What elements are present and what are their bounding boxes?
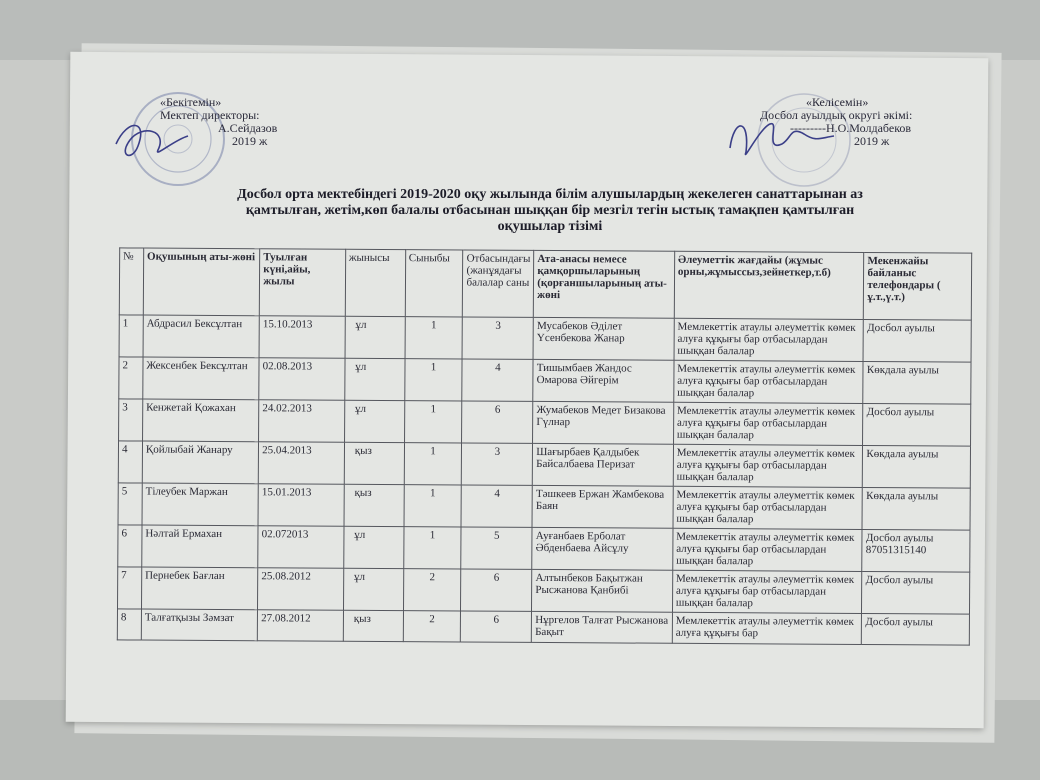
cell-social-status: Мемлекеттік атаулы әлеуметтік көмек алуға құқығы бар отбасылардан шыққан балалар xyxy=(674,360,864,403)
table-row xyxy=(118,567,970,614)
cell-sex: қыз xyxy=(343,610,403,641)
table-row xyxy=(118,525,970,572)
cell-address: Көкдала ауылы xyxy=(862,487,970,530)
cell-row-number: 4 xyxy=(118,441,142,483)
header-number: № xyxy=(119,248,143,315)
cell-grade: 1 xyxy=(404,359,462,401)
cell-address: Досбол ауылы xyxy=(863,403,971,446)
cell-social-status: Мемлекеттік атаулы әлеуметтік көмек алуға құқығы бар отбасылардан шыққан балалар xyxy=(672,570,862,613)
cell-address: Досбол ауылы xyxy=(862,613,970,645)
title-line3: оқушылар тізімі xyxy=(497,219,603,234)
header-parents: Ата-анасы немесе қамқоршыларының (қорғаншыларының аты-жөні xyxy=(534,250,675,318)
cell-grade: 1 xyxy=(405,317,463,359)
table-row xyxy=(119,357,971,404)
cell-grade: 1 xyxy=(404,485,462,527)
approval-block-left xyxy=(160,96,310,148)
cell-birth-date: 25.08.2012 xyxy=(258,568,344,611)
cell-birth-date: 24.02.2013 xyxy=(259,400,345,443)
cell-social-status: Мемлекеттік атаулы әлеуметтік көмек алуға құқығы бар отбасылардан шыққан балалар xyxy=(674,318,864,361)
cell-birth-date: 25.04.2013 xyxy=(258,442,344,485)
cell-birth-date: 27.08.2012 xyxy=(258,610,344,642)
document-title xyxy=(160,187,940,235)
approval-block-right xyxy=(760,96,960,148)
header-student-name: Оқушының аты-жөні xyxy=(143,248,260,316)
cell-parents: Мусабеков Әділет Үсенбекова Жанар xyxy=(533,317,674,360)
cell-student-name: Жексенбек Бексұлтан xyxy=(143,357,260,400)
cell-children-count: 4 xyxy=(462,359,533,401)
table-row xyxy=(118,483,970,530)
cell-social-status: Мемлекеттік атаулы әлеуметтік көмек алуға құқығы бар отбасылардан шыққан балалар xyxy=(673,528,863,571)
header-birth-date: Туылған күні,айы, жылы xyxy=(259,249,345,317)
cell-children-count: 6 xyxy=(461,569,532,611)
cell-row-number: 7 xyxy=(118,567,142,609)
table-row xyxy=(117,609,969,645)
cell-row-number: 5 xyxy=(118,483,142,525)
cell-parents: Нұргелов Талғат Рысжанова Бақыт xyxy=(532,611,673,643)
cell-sex: ұл xyxy=(345,316,405,358)
title-line2: қамтылған, жетім,көп балалы отбасынан шыққан бір мезгіл тегін ыстық тамақпен қамтылған xyxy=(245,203,855,218)
cell-row-number: 6 xyxy=(118,525,142,567)
cell-parents: Тишымбаев Жандос Омарова Әйгерім xyxy=(533,359,674,402)
cell-social-status: Мемлекеттік атаулы әлеуметтік көмек алуға құқығы бар отбасылардан шыққан балалар xyxy=(673,444,863,487)
approval-left-line3: А.Сейдазов xyxy=(218,121,278,135)
cell-student-name: Тілеубек Маржан xyxy=(142,483,259,526)
header-address-phone: Мекенжайы байланыс телефондары ( ұ.т.,ү.т.) xyxy=(864,252,972,320)
approval-right-line2: Досбол ауылдық округі әкімі: xyxy=(760,108,913,122)
table-header-row xyxy=(119,248,971,320)
cell-sex: қыз xyxy=(344,484,404,526)
cell-birth-date: 02.08.2013 xyxy=(259,358,345,401)
header-social-status: Әлеуметтік жағдайы (жұмыс орны,жұмыссыз,зейнеткер,т.б) xyxy=(674,251,864,319)
cell-student-name: Абдрасил Бексұлтан xyxy=(143,315,260,358)
cell-parents: Алтынбеков Бақытжан Рысжанова Қанбибі xyxy=(532,569,673,612)
cell-sex: ұл xyxy=(345,358,405,400)
cell-parents: Шағырбаев Қалдыбек Байсалбаева Перизат xyxy=(533,443,674,486)
cell-children-count: 5 xyxy=(461,527,532,569)
cell-sex: ұл xyxy=(344,400,404,442)
cell-sex: ұл xyxy=(344,526,404,568)
cell-sex: ұл xyxy=(343,568,403,610)
approval-left-line1: «Бекітемін» xyxy=(160,95,222,109)
table-row xyxy=(118,441,970,488)
approval-right-line3: ---------Н.О.Молдабеков xyxy=(790,121,912,135)
cell-parents: Жумабеков Медет Бизакова Гүлнар xyxy=(533,401,674,444)
approval-right-line4: 2019 ж xyxy=(854,134,890,148)
cell-row-number: 1 xyxy=(119,315,143,357)
cell-address: Досбол ауылы 87051315140 xyxy=(862,529,970,572)
cell-grade: 2 xyxy=(403,569,461,611)
approval-left-line4: 2019 ж xyxy=(232,134,268,148)
cell-grade: 1 xyxy=(404,401,462,443)
cell-row-number: 3 xyxy=(119,399,143,441)
cell-address: Көкдала ауылы xyxy=(863,361,971,404)
cell-children-count: 3 xyxy=(463,317,534,359)
cell-social-status: Мемлекеттік атаулы әлеуметтік көмек алуға құқығы бар xyxy=(672,612,862,644)
approval-left-line2: Мектеп директоры: xyxy=(160,108,260,122)
cell-row-number: 2 xyxy=(119,357,143,399)
table-row xyxy=(119,315,971,362)
cell-birth-date: 15.10.2013 xyxy=(259,316,345,359)
cell-student-name: Талғатқызы Зәмзат xyxy=(141,609,257,641)
cell-address: Досбол ауылы xyxy=(862,571,970,614)
cell-children-count: 6 xyxy=(461,611,532,642)
cell-sex: қыз xyxy=(344,442,404,484)
cell-address: Досбол ауылы xyxy=(863,319,971,362)
cell-student-name: Нәлтай Ермахан xyxy=(142,525,259,568)
cell-parents: Ауғанбаев Ерболат Әбденбаева Айсұлу xyxy=(532,527,673,570)
cell-student-name: Пернебек Бағлан xyxy=(141,567,258,610)
cell-social-status: Мемлекеттік атаулы әлеуметтік көмек алуға құқығы бар отбасылардан шыққан балалар xyxy=(673,486,863,529)
title-line1: Досбол орта мектебіндегі 2019-2020 оқу жылында білім алушылардың жекелеген санаттарынан аз xyxy=(237,187,863,202)
cell-birth-date: 02.072013 xyxy=(258,526,344,569)
cell-row-number: 8 xyxy=(117,609,141,640)
cell-grade: 1 xyxy=(403,527,461,569)
header-children-count: Отбасындағы (жанұядағы балалар саны xyxy=(463,250,534,317)
cell-address: Көкдала ауылы xyxy=(863,445,971,488)
students-table xyxy=(117,247,972,645)
table-row xyxy=(119,399,971,446)
cell-children-count: 6 xyxy=(462,401,533,443)
cell-children-count: 4 xyxy=(461,485,532,527)
cell-birth-date: 15.01.2013 xyxy=(258,484,344,527)
cell-student-name: Кенжетай Қожахан xyxy=(142,399,259,442)
header-sex: жынысы xyxy=(345,249,405,316)
cell-student-name: Қойлыбай Жанару xyxy=(142,441,259,484)
approval-right-line1: «Келісемін» xyxy=(806,95,869,109)
cell-grade: 2 xyxy=(403,611,461,642)
header-grade: Сыныбы xyxy=(405,250,463,317)
cell-children-count: 3 xyxy=(462,443,533,485)
cell-social-status: Мемлекеттік атаулы әлеуметтік көмек алуға құқығы бар отбасылардан шыққан балалар xyxy=(673,402,863,445)
cell-grade: 1 xyxy=(404,443,462,485)
cell-parents: Тәшкеев Ержан Жамбекова Баян xyxy=(532,485,673,528)
